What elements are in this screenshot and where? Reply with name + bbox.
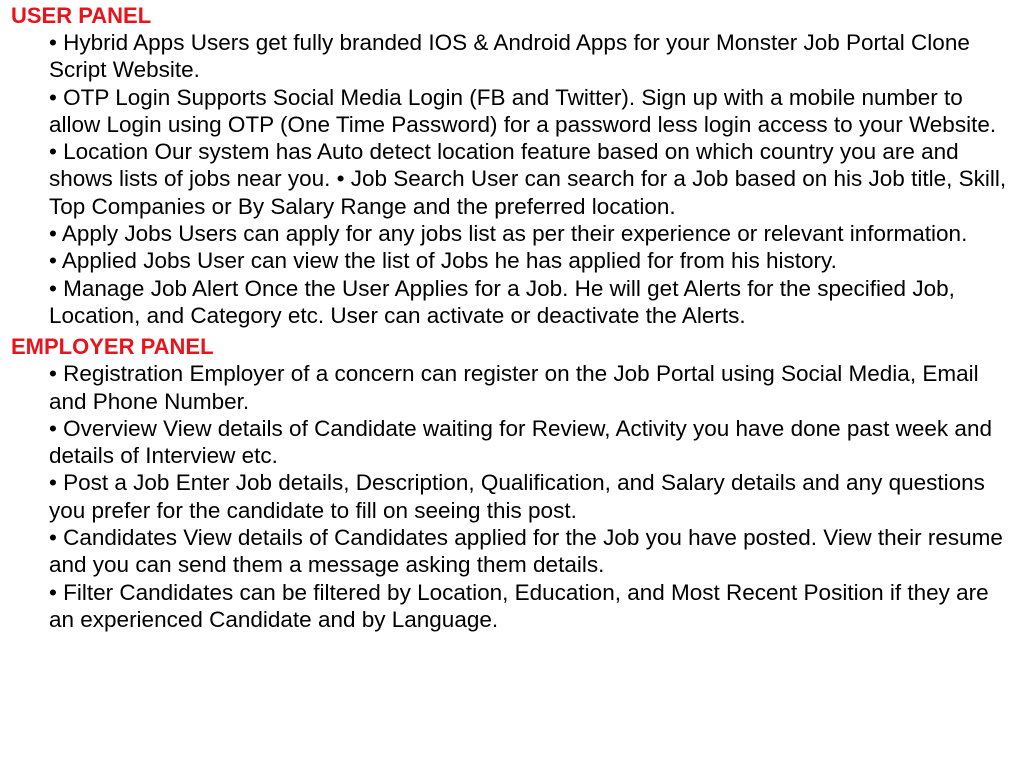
- employer-panel-item-filter: • Filter Candidates can be filtered by Location, Education, and Most Recent Position if they are an experienced Candidate and by Language.: [49, 579, 989, 632]
- user-panel-heading: USER PANEL: [11, 3, 152, 28]
- user-panel-item-location-job-search: • Location Our system has Auto detect location feature based on which country you are and shows lists of jobs near you. • Job Search User can search for a Job based on his Job title, Skill, Top Companies or By Salary Range and the preferred location.: [49, 139, 1007, 219]
- employer-panel-item-post-job: • Post a Job Enter Job details, Description, Qualification, and Salary details and any questions you prefer for the candidate to fill on seeing this post.: [49, 470, 985, 523]
- user-panel-item-applied-jobs: • Applied Jobs User can view the list of Jobs he has applied for from his history.: [49, 248, 837, 274]
- user-panel-item-otp-login: • OTP Login Supports Social Media Login (FB and Twitter). Sign up with a mobile number to allow Login using OTP (One Time Password) for a password less login access to your Website.: [49, 84, 997, 137]
- employer-panel-item-registration: • Registration Employer of a concern can register on the Job Portal using Social Media, Email and Phone Number.: [49, 361, 979, 414]
- user-panel-list: [11, 29, 1012, 329]
- user-panel-item-apply-jobs: • Apply Jobs Users can apply for any jobs list as per their experience or relevant information.: [49, 221, 968, 247]
- employer-panel-heading: EMPLOYER PANEL: [11, 334, 214, 360]
- employer-panel-item-candidates: • Candidates View details of Candidates applied for the Job you have posted. View their resume and you can send them a message asking them details.: [49, 525, 1003, 578]
- employer-panel-list: [11, 360, 1012, 633]
- employer-panel-item-overview: • Overview View details of Candidate waiting for Review, Activity you have done past week and details of Interview etc.: [49, 415, 992, 469]
- user-panel-item-hybrid-apps: • Hybrid Apps Users get fully branded IOS & Android Apps for your Monster Job Portal Clone Script Website.: [49, 30, 970, 83]
- user-panel-item-job-alert: • Manage Job Alert Once the User Applies for a Job. He will get Alerts for the specified Job, Location, and Category etc. User can activate or deactivate the Alerts.: [49, 275, 955, 328]
